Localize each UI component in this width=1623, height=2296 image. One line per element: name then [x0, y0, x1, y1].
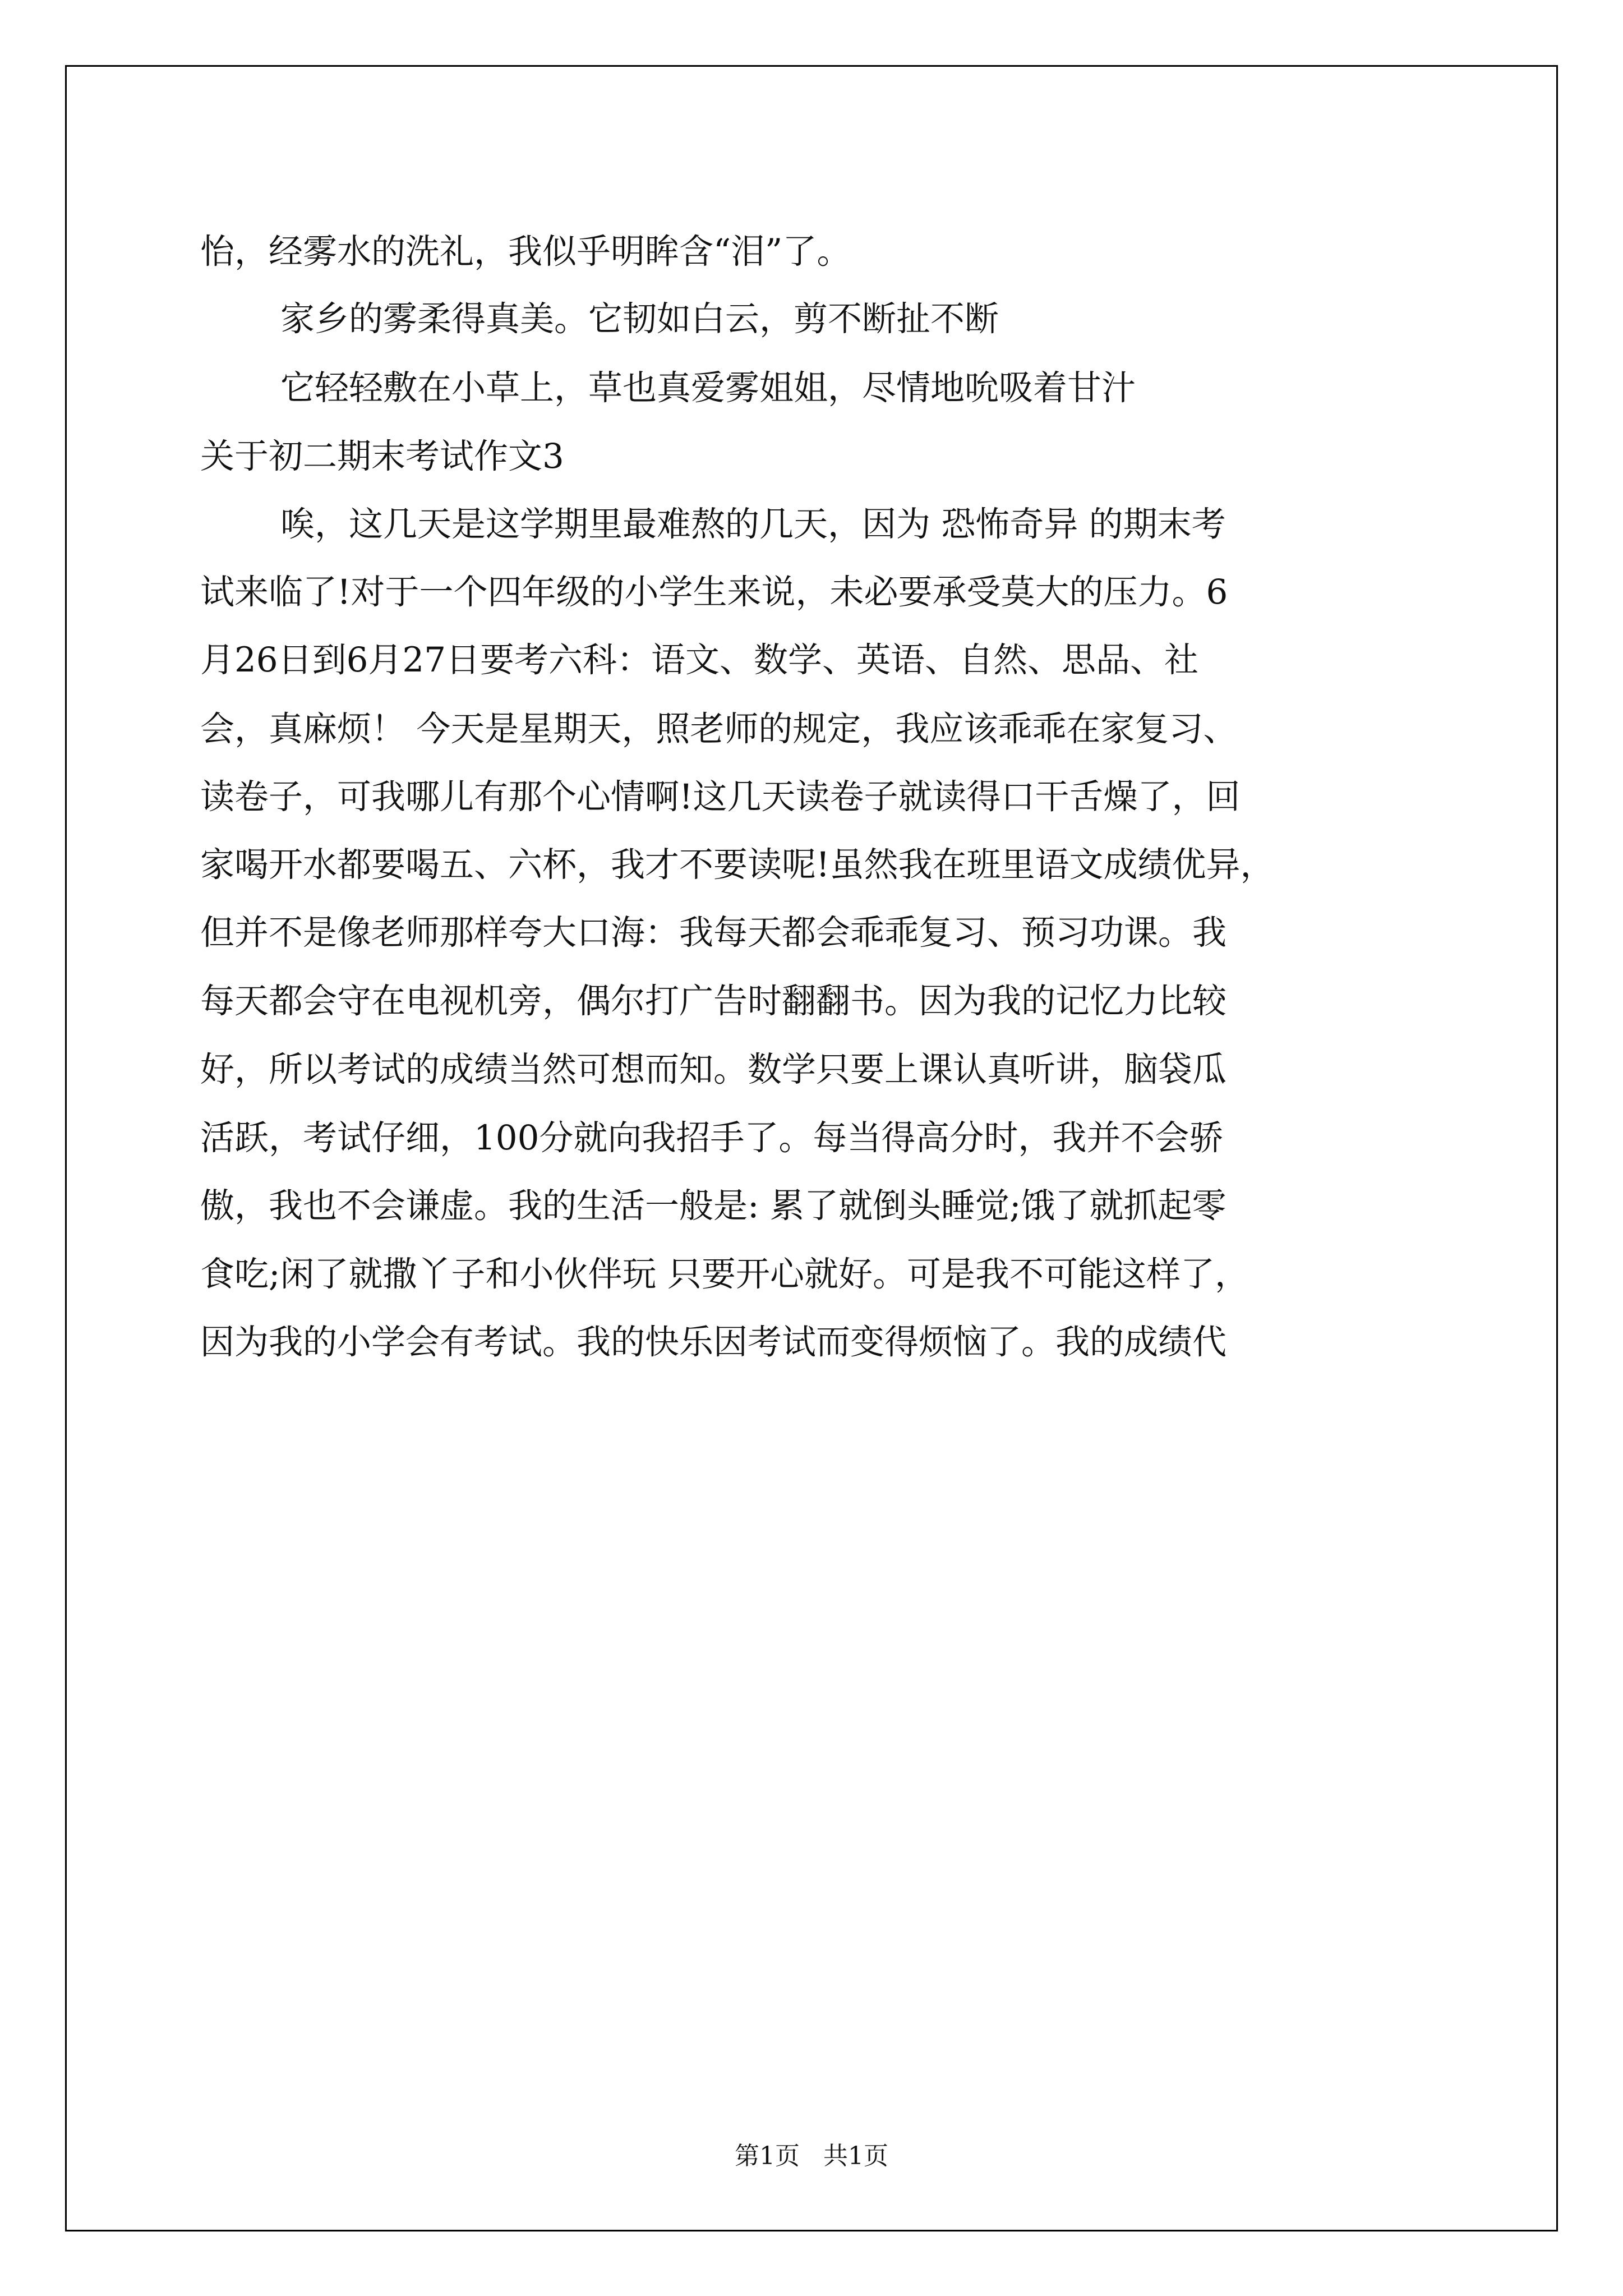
text-line-5: 唉，这几天是这学期里最难熬的几天，因为 恐怖奇异 的期末考: [280, 504, 1226, 544]
text-line-2: 家乡的雾柔得真美。它韧如白云，剪不断扯不断: [280, 299, 999, 339]
section-heading: 关于初二期末考试作文3: [200, 436, 564, 476]
text-line-8: 会，真麻烦！ 今天是星期天，照老师的规定，我应该乖乖在家复习、: [200, 709, 1238, 749]
text-line-15: 傲，我也不会谦虚。我的生活一般是: 累了就倒头睡觉;饿了就抓起零: [200, 1186, 1227, 1226]
text-line-14: 活跃，考试仔细，100分就向我招手了。每当得高分时，我并不会骄: [200, 1118, 1224, 1158]
text-line-16: 食吃;闲了就撒丫子和小伙伴玩 只要开心就好。可是我不可能这样了，: [200, 1254, 1249, 1294]
text-line-11: 但并不是像老师那样夸大口海：我每天都会乖乖复习、预习功课。我: [200, 913, 1227, 953]
text-line-6: 试来临了!对于一个四年级的小学生来说，未必要承受莫大的压力。6: [200, 572, 1228, 612]
text-line-17: 因为我的小学会有考试。我的快乐因考试而变得烦恼了。我的成绩代: [200, 1322, 1227, 1362]
text-line-12: 每天都会守在电视机旁，偶尔打广告时翻翻书。因为我的记忆力比较: [200, 981, 1227, 1021]
page-footer: 第1页 共1页: [735, 2142, 888, 2170]
text-line-3: 它轻轻敷在小草上，草也真爱雾姐姐，尽情地吮吸着甘汁: [280, 368, 1136, 408]
text-line-9: 读卷子，可我哪儿有那个心情啊!这几天读卷子就读得口干舌燥了，回: [200, 777, 1241, 817]
text-line-13: 好，所以考试的成绩当然可想而知。数学只要上课认真听讲，脑袋瓜: [200, 1050, 1227, 1089]
text-line-1: 怡，经雾水的洗礼，我似乎明眸含“泪”了。: [200, 232, 851, 272]
text-line-10: 家喝开水都要喝五、六杯，我才不要读呢!虽然我在班里语文成绩优异，: [200, 845, 1275, 885]
text-line-7: 月26日到6月27日要考六科：语文、数学、英语、自然、思品、社: [200, 640, 1199, 680]
